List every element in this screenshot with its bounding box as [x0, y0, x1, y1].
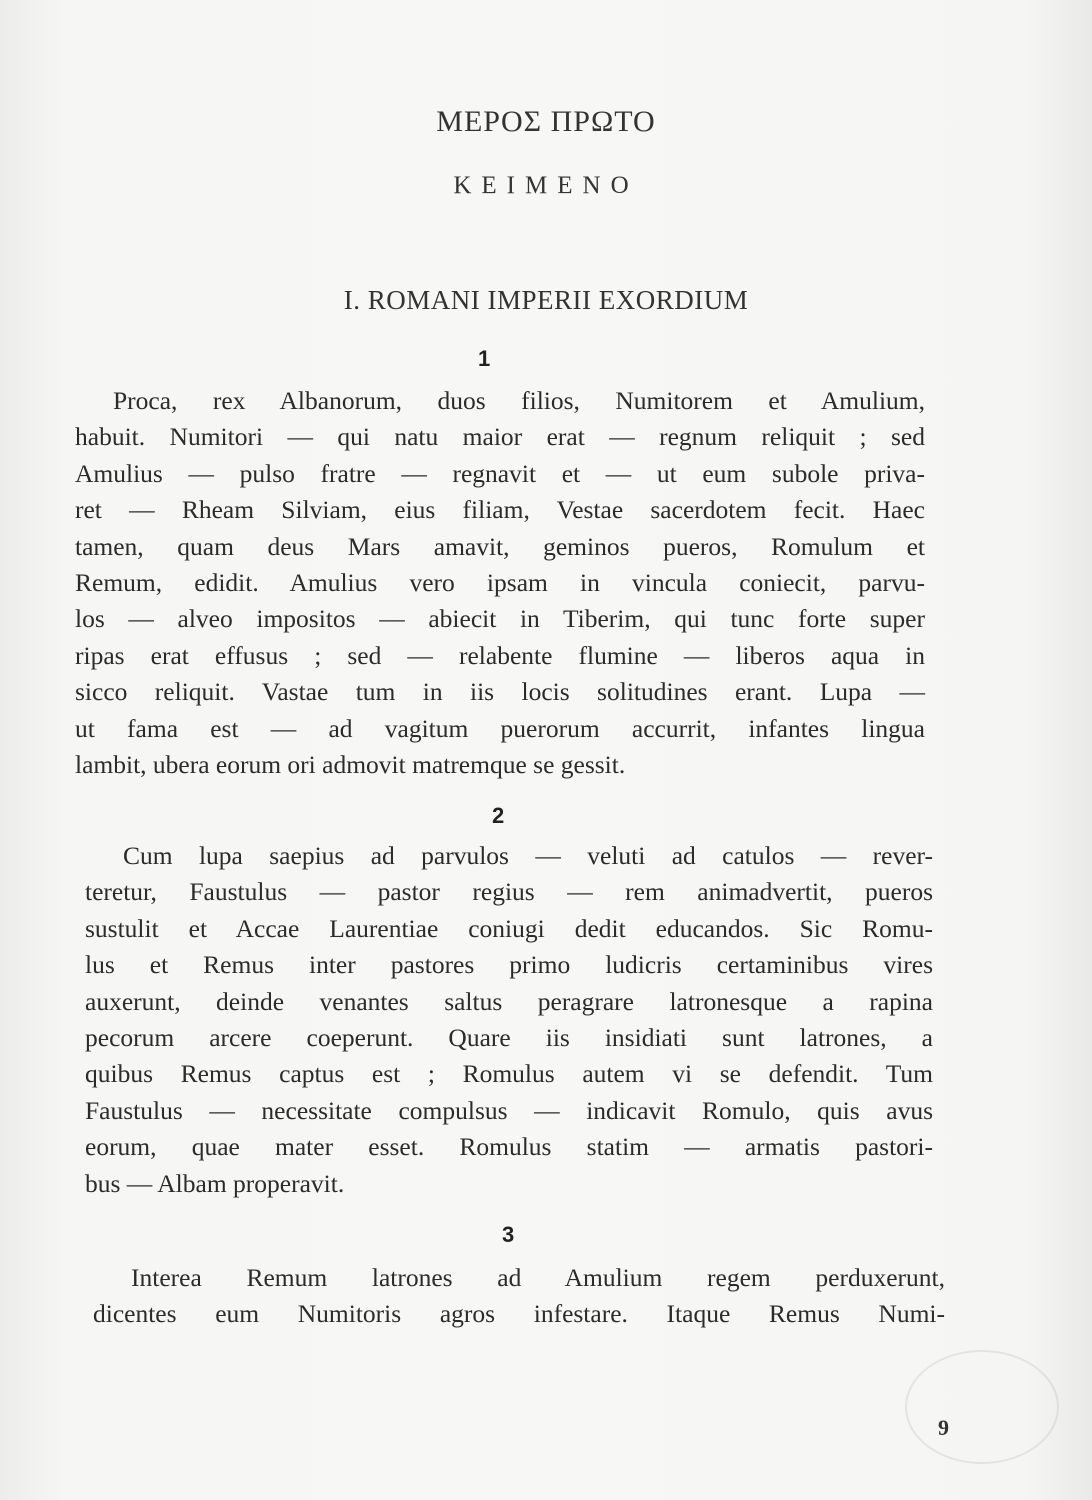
chapter-title: I. ROMANI IMPERII EXORDIUM: [343, 285, 749, 315]
text-line: eorum, quae mater esset. Romulus statim — armatis pastori-: [85, 1132, 933, 1162]
text-line: Remum, edidit. Amulius vero ipsam in vincula coniecit, parvu-: [75, 568, 925, 598]
faint-library-stamp: [905, 1350, 1059, 1464]
part-title: ΜΕΡΟΣ ΠΡΩΤΟ: [436, 105, 656, 138]
text-line: auxerunt, deinde venantes saltus peragrare latronesque a rapina: [85, 986, 933, 1016]
page-number: 9: [938, 1415, 949, 1440]
part-subtitle: ΚΕΙΜΕΝΟ: [453, 172, 639, 199]
paragraph-section-2: [85, 838, 933, 1202]
text-line: ret — Rheam Silviam, eius filiam, Vestae sacerdotem fecit. Haec: [75, 495, 925, 525]
text-line: quibus Remus captus est ; Romulus autem vi se defendit. Tum: [85, 1059, 933, 1089]
paragraph-section-1: [75, 383, 925, 783]
section-number-3: 3: [502, 1222, 515, 1247]
text-line: sicco reliquit. Vastae tum in iis locis solitudines erant. Lupa —: [75, 677, 925, 707]
paragraph-section-3: [93, 1260, 945, 1333]
text-line: ut fama est — ad vagitum puerorum accurrit, infantes lingua: [75, 713, 925, 743]
text-line: dicentes eum Numitoris agros infestare. Itaque Remus Numi-: [93, 1299, 945, 1329]
text-line: Proca, rex Albanorum, duos filios, Numitorem et Amulium,: [113, 386, 925, 415]
text-line: bus — Albam properavit.: [85, 1168, 345, 1198]
section-number-1: 1: [478, 346, 491, 371]
text-line: lus et Remus inter pastores primo ludicris certaminibus vires: [85, 950, 933, 980]
text-line: teretur, Faustulus — pastor regius — rem animadvertit, pueros: [85, 877, 933, 907]
text-line: pecorum arcere coeperunt. Quare iis insidiati sunt latrones, a: [85, 1023, 933, 1053]
text-line: habuit. Numitori — qui natu maior erat — regnum reliquit ; sed: [75, 422, 925, 452]
text-line: Faustulus — necessitate compulsus — indicavit Romulo, quis avus: [85, 1095, 933, 1125]
text-line: sustulit et Accae Laurentiae coniugi dedit educandos. Sic Romu-: [85, 913, 933, 943]
section-number-2: 2: [492, 803, 505, 828]
text-line: Amulius — pulso fratre — regnavit et — ut eum subole priva-: [75, 458, 925, 488]
text-line: tamen, quam deus Mars amavit, geminos pueros, Romulum et: [75, 531, 925, 561]
text-line: ripas erat effusus ; sed — relabente flumine — liberos aqua in: [75, 640, 925, 670]
text-line: lambit, ubera eorum ori admovit matremque se gessit.: [75, 750, 626, 780]
text-line: Cum lupa saepius ad parvulos — veluti ad catulos — rever-: [123, 841, 933, 870]
text-line: Interea Remum latrones ad Amulium regem perduxerunt,: [131, 1263, 945, 1292]
text-line: los — alveo impositos — abiecit in Tiberim, qui tunc forte super: [75, 604, 925, 634]
